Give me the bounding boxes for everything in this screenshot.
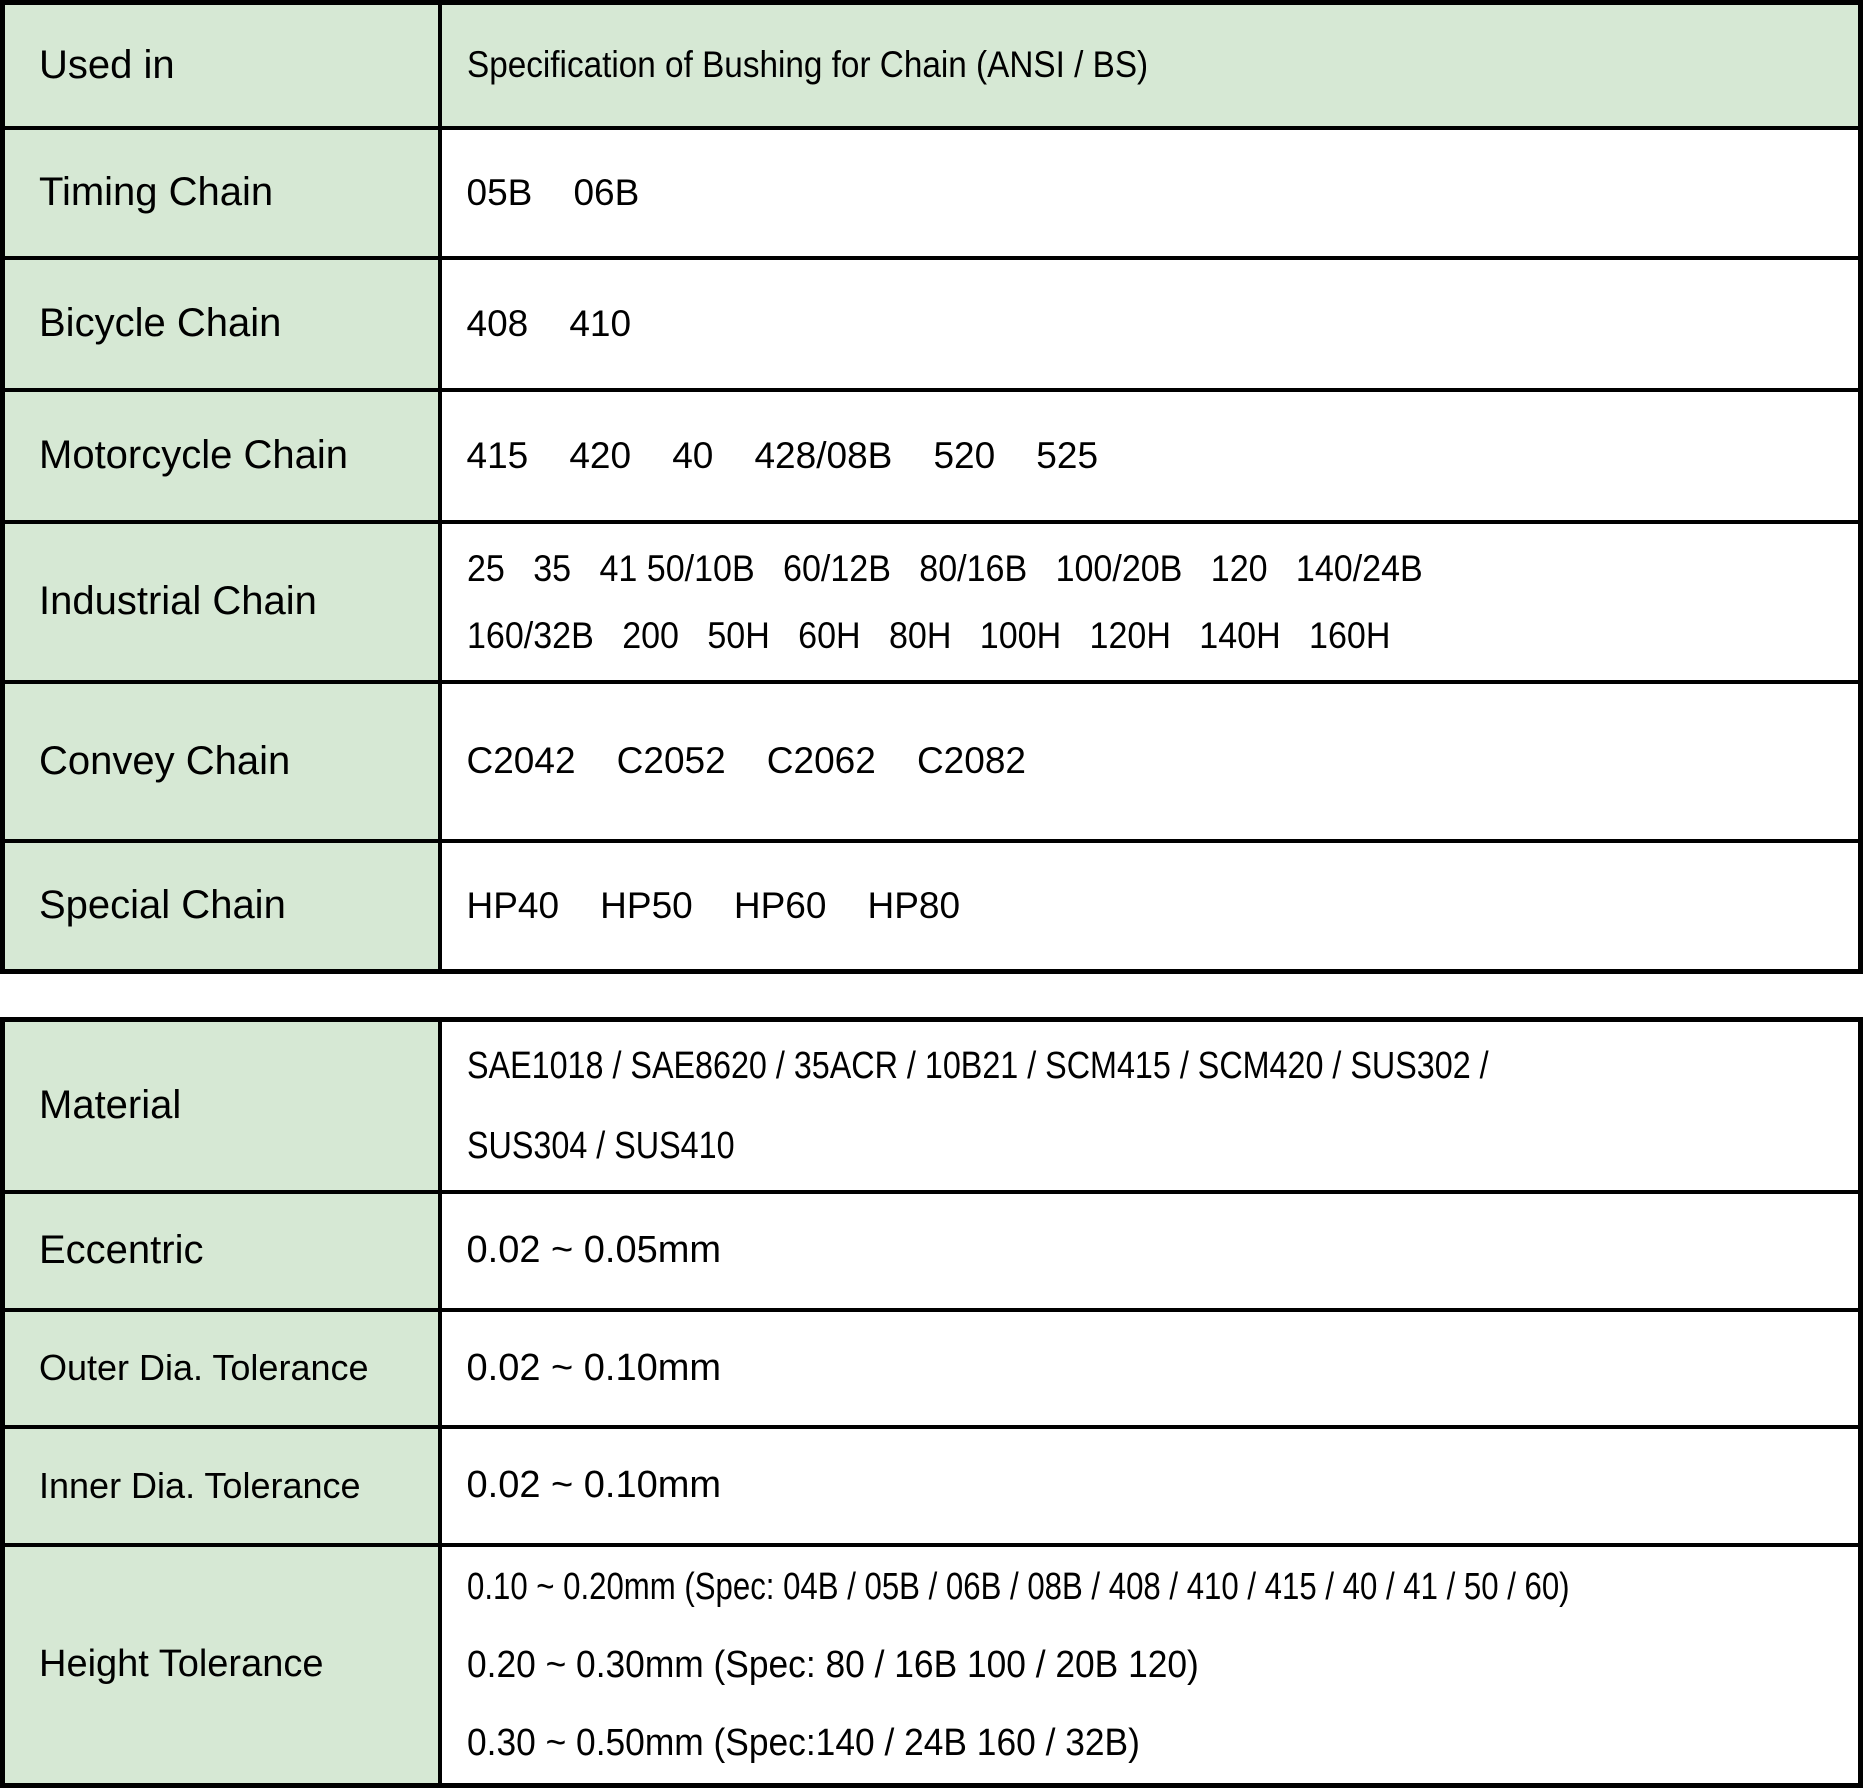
row-value bbox=[440, 1192, 1861, 1310]
row-value-text: 0.02 ~ 0.05mm bbox=[466, 1229, 722, 1271]
spec-header-title bbox=[440, 3, 1861, 128]
tolerance-row-eccentric bbox=[3, 1192, 1861, 1310]
row-label: Bicycle Chain bbox=[3, 258, 440, 390]
row-value-text: 25 35 41 50/10B 60/12B 80/16B 100/20B 120 140/24B bbox=[466, 547, 1423, 589]
tolerance-row-inner-dia bbox=[3, 1427, 1861, 1545]
tolerance-table bbox=[0, 1017, 1863, 1788]
row-value bbox=[440, 682, 1861, 841]
spec-header-title-text: Specification of Bushing for Chain (ANSI / BS) bbox=[466, 44, 1148, 86]
row-value bbox=[440, 1427, 1861, 1545]
row-label: Height Tolerance bbox=[3, 1545, 440, 1786]
row-label: Special Chain bbox=[3, 841, 440, 972]
tolerance-row-height bbox=[3, 1545, 1861, 1786]
spec-row-convey-chain bbox=[3, 682, 1861, 841]
row-value-text: SAE1018 / SAE8620 / 35ACR / 10B21 / SCM415 / SCM420 / SUS302 / bbox=[466, 1044, 1489, 1087]
row-value bbox=[440, 390, 1861, 522]
row-value bbox=[440, 128, 1861, 258]
row-label: Material bbox=[3, 1020, 440, 1192]
row-value-text: HP40 HP50 HP60 HP80 bbox=[466, 884, 961, 926]
row-value-text: 0.02 ~ 0.10mm bbox=[466, 1346, 722, 1389]
row-value-text: 0.30 ~ 0.50mm (Spec:140 / 24B 160 / 32B) bbox=[466, 1721, 1140, 1764]
spec-header-label: Used in bbox=[3, 3, 440, 128]
row-value-text: 415 420 40 428/08B 520 525 bbox=[466, 434, 1099, 476]
row-label: Industrial Chain bbox=[3, 522, 440, 682]
spec-header-row bbox=[3, 3, 1861, 128]
row-label: Outer Dia. Tolerance bbox=[3, 1310, 440, 1427]
row-value-text: 160/32B 200 50H 60H 80H 100H 120H 140H 160H bbox=[466, 614, 1390, 656]
row-value-text: 0.20 ~ 0.30mm (Spec: 80 / 16B 100 / 20B 120) bbox=[466, 1643, 1199, 1686]
spec-row-bicycle-chain bbox=[3, 258, 1861, 390]
row-label: Convey Chain bbox=[3, 682, 440, 841]
spec-row-timing-chain bbox=[3, 128, 1861, 258]
row-value-text: 408 410 bbox=[466, 302, 632, 344]
row-value-text: 05B 06B bbox=[466, 171, 640, 213]
row-value-text: 0.02 ~ 0.10mm bbox=[466, 1464, 722, 1506]
row-value bbox=[440, 258, 1861, 390]
row-label: Eccentric bbox=[3, 1192, 440, 1310]
row-value-text: C2042 C2052 C2062 C2082 bbox=[466, 740, 1026, 781]
row-value bbox=[440, 1310, 1861, 1427]
row-value bbox=[440, 841, 1861, 972]
row-value-text: SUS304 / SUS410 bbox=[466, 1124, 735, 1167]
spec-row-motorcycle-chain bbox=[3, 390, 1861, 522]
spec-row-special-chain bbox=[3, 841, 1861, 972]
spec-row-industrial-chain bbox=[3, 522, 1861, 682]
tolerance-row-material bbox=[3, 1020, 1861, 1192]
row-label: Timing Chain bbox=[3, 128, 440, 258]
tolerance-row-outer-dia bbox=[3, 1310, 1861, 1427]
row-label: Motorcycle Chain bbox=[3, 390, 440, 522]
row-value bbox=[440, 1020, 1861, 1192]
row-value-text: 0.10 ~ 0.20mm (Spec: 04B / 05B / 06B / 08B / 408 / 410 / 415 / 40 / 41 / 50 / 60) bbox=[466, 1565, 1570, 1608]
row-label: Inner Dia. Tolerance bbox=[3, 1427, 440, 1545]
row-value bbox=[440, 522, 1861, 682]
row-value bbox=[440, 1545, 1861, 1786]
